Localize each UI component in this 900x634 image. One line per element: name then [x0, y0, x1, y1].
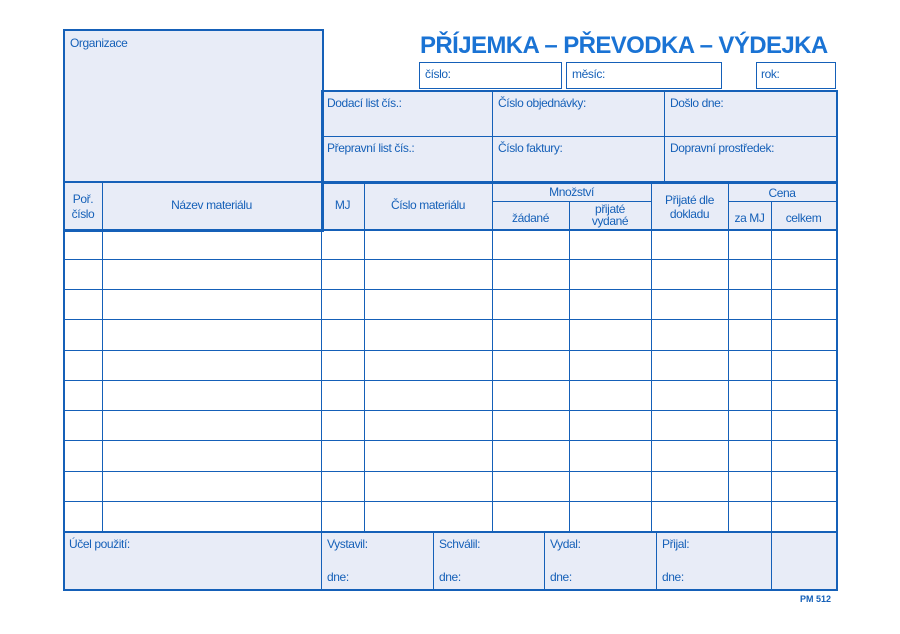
col-received-header-line2: vydané: [591, 214, 629, 228]
col-received-header-line1: přijaté: [595, 202, 625, 216]
table-col-line-3: [364, 182, 365, 532]
col-name-header: Název materiálu: [171, 198, 252, 212]
delivery-note-label[interactable]: Dodací list čís.:: [327, 96, 402, 110]
row-line: [64, 350, 836, 351]
row-line: [64, 471, 836, 472]
row-line: [64, 380, 836, 381]
row-line: [64, 259, 836, 260]
transport-means-label[interactable]: Dopravní prostředek:: [670, 141, 775, 155]
number-label: číslo:: [425, 67, 451, 81]
row-line: [64, 501, 836, 502]
issued-by-label[interactable]: Vystavil:: [327, 537, 368, 551]
col-accepted-header-line2: dokladu: [669, 207, 710, 221]
invoice-number-label[interactable]: Číslo faktury:: [498, 141, 563, 155]
footer-col-line-1: [321, 532, 322, 589]
order-number-label[interactable]: Číslo objednávky:: [498, 96, 586, 110]
references-col-divider-1: [492, 91, 493, 182]
col-quantity-header: Množství: [549, 185, 594, 199]
price-subheader-line: [728, 201, 836, 202]
row-line: [64, 410, 836, 411]
row-line: [64, 440, 836, 441]
table-col-line-7: [728, 182, 729, 532]
references-divider: [322, 136, 836, 137]
form-code: PM 512: [800, 594, 832, 604]
col-unit-price-header: za MJ: [734, 211, 765, 225]
footer-col-line-3: [544, 532, 545, 589]
table-col-line-8: [771, 201, 772, 532]
col-material-no-header: Číslo materiálu: [390, 198, 466, 212]
col-accepted-header-line1: Přijaté dle: [665, 193, 714, 207]
table-col-line-4: [492, 182, 493, 532]
col-unit-header: MJ: [334, 198, 351, 212]
footer-col-line-5: [771, 532, 772, 589]
dispatched-by-label[interactable]: Vydal:: [550, 537, 581, 551]
references-col-divider-2: [664, 91, 665, 182]
received-by-label[interactable]: Přijal:: [662, 537, 690, 551]
row-line: [64, 289, 836, 290]
issued-date-label[interactable]: dne:: [327, 570, 349, 584]
approved-date-label[interactable]: dne:: [439, 570, 461, 584]
organization-label: Organizace: [70, 36, 128, 50]
table-col-line-2: [321, 182, 322, 532]
footer-top-line: [64, 531, 836, 533]
table-col-line-5: [569, 201, 570, 532]
footer-col-line-2: [433, 532, 434, 589]
form-title: PŘÍJEMKA – PŘEVODKA – VÝDEJKA: [420, 32, 828, 59]
purpose-label[interactable]: Účel použití:: [69, 537, 130, 551]
dispatched-date-label[interactable]: dne:: [550, 570, 572, 584]
col-requested-header: žádané: [512, 211, 549, 225]
transport-note-label[interactable]: Přepravní list čís.:: [327, 141, 415, 155]
header-bottom-line: [64, 229, 836, 231]
received-date-footer-label[interactable]: dne:: [662, 570, 684, 584]
year-label: rok:: [761, 67, 780, 81]
approved-by-label[interactable]: Schválil:: [439, 537, 481, 551]
col-price-header: Cena: [768, 186, 796, 200]
month-label: měsíc:: [572, 67, 605, 81]
table-col-line-6: [651, 182, 652, 532]
col-no-header-line2: číslo: [71, 207, 95, 221]
col-total-header: celkem: [785, 211, 822, 225]
col-no-header-line1: Poř.: [72, 192, 94, 206]
footer-col-line-4: [656, 532, 657, 589]
table-box: [63, 181, 838, 591]
received-date-label[interactable]: Došlo dne:: [670, 96, 724, 110]
table-col-line-1: [102, 182, 103, 532]
row-line: [64, 319, 836, 320]
